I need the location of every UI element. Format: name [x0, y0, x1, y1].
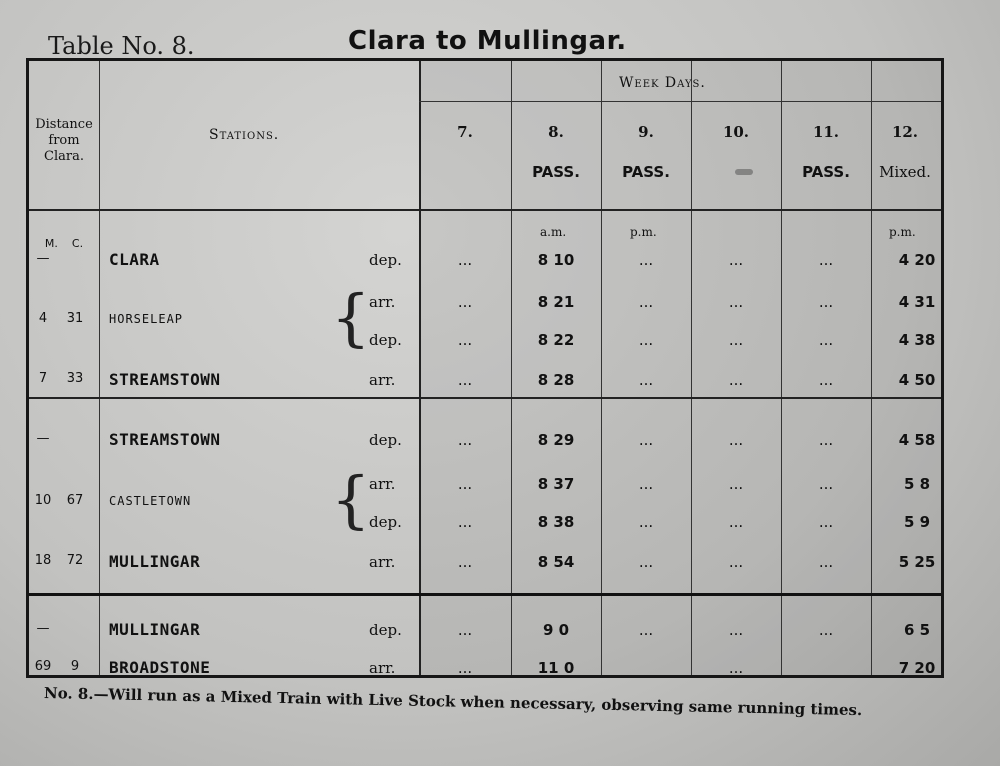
table-title: Clara to Mullingar.: [348, 26, 627, 56]
time-cell: 4 50: [898, 371, 936, 389]
train-12-number: 12.: [891, 123, 919, 141]
distance-miles: —: [36, 431, 50, 446]
time-cell: 8 54: [537, 553, 575, 571]
distance-chains: 31: [66, 311, 84, 326]
divider-header: [29, 209, 941, 211]
time-cell: 4 38: [898, 331, 936, 349]
divider-distance: [99, 61, 100, 675]
time-cell: ...: [638, 513, 654, 531]
time-cell: 6 5: [903, 621, 931, 639]
station-name: STREAMSTOWN: [109, 430, 221, 449]
time-cell: ...: [728, 553, 744, 571]
time-cell: ...: [728, 431, 744, 449]
time-cell: ...: [457, 251, 473, 269]
time-cell: ...: [638, 371, 654, 389]
divider-col-9: [601, 61, 602, 675]
distance-miles: 10: [34, 493, 52, 508]
arr-dep-label: arr.: [369, 475, 396, 493]
distance-miles: 4: [38, 311, 48, 326]
week-days-header: Week Days.: [619, 75, 706, 91]
divider-col-8: [511, 61, 512, 675]
time-cell: ...: [728, 621, 744, 639]
divider-section-2: [29, 593, 941, 596]
time-cell: ...: [457, 371, 473, 389]
time-cell: 7 20: [898, 659, 936, 677]
time-cell: ...: [818, 293, 834, 311]
time-cell: ...: [457, 431, 473, 449]
time-cell: 8 29: [537, 431, 575, 449]
distance-miles: 18: [34, 553, 52, 568]
time-cell: ...: [638, 621, 654, 639]
divider-section-1: [29, 397, 941, 399]
station-name: CASTLETOWN: [109, 494, 192, 508]
time-cell: 4 31: [898, 293, 936, 311]
train-12-type: Mixed.: [879, 163, 931, 181]
time-unit-col8: a.m.: [540, 225, 567, 239]
arr-dep-label: dep.: [369, 621, 402, 639]
time-cell: 4 58: [898, 431, 936, 449]
arr-dep-label: dep.: [369, 331, 402, 349]
station-name: BROADSTONE: [109, 658, 211, 677]
time-cell: ...: [457, 513, 473, 531]
time-cell: ...: [728, 513, 744, 531]
time-cell: 5 25: [898, 553, 936, 571]
time-cell: 8 22: [537, 331, 575, 349]
ink-smudge: [735, 169, 753, 175]
time-cell: 5 8: [903, 475, 931, 493]
distance-miles: 7: [38, 371, 48, 386]
train-9-type: PASS.: [622, 163, 670, 181]
time-unit-col9: p.m.: [630, 225, 657, 239]
time-cell: ...: [728, 251, 744, 269]
train-11-number: 11.: [812, 123, 840, 141]
distance-units: M. C.: [44, 237, 84, 250]
distance-chains: 9: [70, 659, 80, 674]
distance-chains: 72: [66, 553, 84, 568]
station-name: CLARA: [109, 250, 160, 269]
train-11-type: PASS.: [802, 163, 850, 181]
divider-stations: [419, 61, 421, 675]
arr-dep-label: arr.: [369, 553, 396, 571]
train-10-number: 10.: [722, 123, 750, 141]
time-cell: 8 21: [537, 293, 575, 311]
time-cell: ...: [638, 553, 654, 571]
time-cell: ...: [457, 621, 473, 639]
time-cell: ...: [818, 251, 834, 269]
timetable-grid: [26, 58, 944, 678]
time-cell: ...: [638, 331, 654, 349]
station-name: MULLINGAR: [109, 552, 201, 571]
distance-miles: —: [36, 251, 50, 266]
time-cell: 5 9: [903, 513, 931, 531]
train-9-number: 9.: [638, 123, 654, 141]
time-cell: ...: [818, 621, 834, 639]
arr-dep-label: arr.: [369, 371, 396, 389]
station-name: STREAMSTOWN: [109, 370, 221, 389]
time-cell: ...: [638, 251, 654, 269]
distance-header: Distance from Clara.: [35, 117, 93, 164]
time-cell: 9 0: [542, 621, 570, 639]
time-cell: 8 10: [537, 251, 575, 269]
time-cell: ...: [638, 293, 654, 311]
train-columns-shade: [421, 61, 941, 675]
brace-icon: {: [331, 463, 371, 536]
divider-col-12: [871, 61, 872, 675]
divider-week-days: [419, 101, 941, 102]
time-cell: ...: [457, 475, 473, 493]
time-cell: ...: [818, 431, 834, 449]
arr-dep-label: dep.: [369, 431, 402, 449]
time-cell: 8 38: [537, 513, 575, 531]
station-name: HORSELEAP: [109, 312, 184, 326]
arr-dep-label: arr.: [369, 659, 396, 677]
distance-chains: 33: [66, 371, 84, 386]
footnote: No. 8.—Will run as a Mixed Train with Live Stock when necessary, observing same running times.: [43, 684, 863, 720]
time-cell: ...: [638, 475, 654, 493]
train-8-type: PASS.: [532, 163, 580, 181]
distance-chains: 67: [66, 493, 84, 508]
time-cell: ...: [728, 331, 744, 349]
arr-dep-label: dep.: [369, 513, 402, 531]
divider-col-10: [691, 61, 692, 675]
time-cell: 11 0: [537, 659, 575, 677]
brace-icon: {: [331, 281, 371, 354]
distance-miles: 69: [34, 659, 52, 674]
time-cell: ...: [818, 371, 834, 389]
divider-col-11: [781, 61, 782, 675]
time-cell: ...: [728, 293, 744, 311]
time-cell: ...: [728, 659, 744, 677]
train-7-number: 7.: [457, 123, 473, 141]
time-cell: ...: [818, 475, 834, 493]
time-cell: ...: [728, 371, 744, 389]
time-cell: ...: [457, 659, 473, 677]
stations-header: Stations.: [209, 127, 280, 143]
time-cell: ...: [818, 331, 834, 349]
station-name: MULLINGAR: [109, 620, 201, 639]
train-8-number: 8.: [548, 123, 564, 141]
arr-dep-label: dep.: [369, 251, 402, 269]
distance-miles: —: [36, 621, 50, 636]
time-cell: ...: [728, 475, 744, 493]
table-number: Table No. 8.: [48, 32, 195, 60]
time-cell: ...: [457, 293, 473, 311]
time-unit-col12: p.m.: [889, 225, 916, 239]
time-cell: 8 37: [537, 475, 575, 493]
time-cell: ...: [818, 553, 834, 571]
time-cell: ...: [638, 431, 654, 449]
time-cell: ...: [457, 553, 473, 571]
time-cell: 4 20: [898, 251, 936, 269]
time-cell: 8 28: [537, 371, 575, 389]
time-cell: ...: [818, 513, 834, 531]
arr-dep-label: arr.: [369, 293, 396, 311]
time-cell: ...: [457, 331, 473, 349]
